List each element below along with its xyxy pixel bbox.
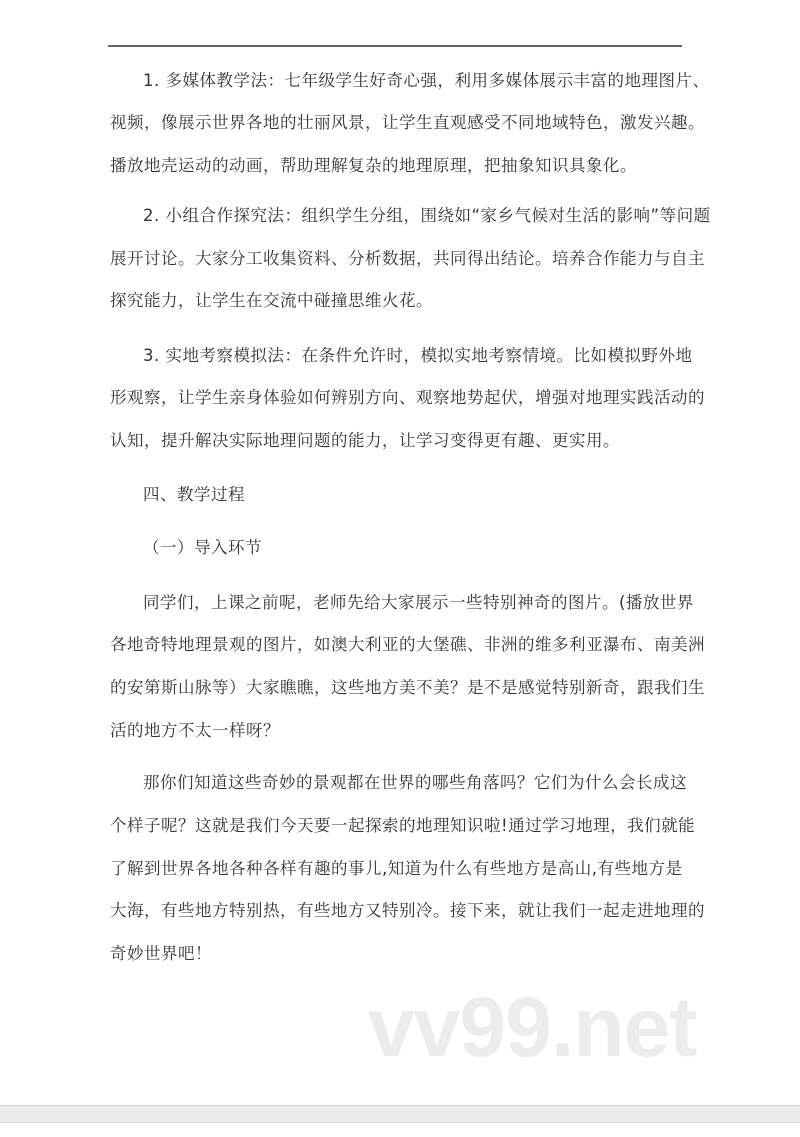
text-line: 形观察，让学生亲身体验如何辨别方向、观察地势起伏，增强对地理实践活动的 bbox=[110, 388, 705, 407]
text-line: 奇妙世界吧！ bbox=[110, 944, 212, 963]
text-line: 认知，提升解决实际地理问题的能力，让学习变得更有趣、更实用。 bbox=[110, 431, 620, 450]
text-line: 3. 实地考察模拟法：在条件允许时，模拟实地考察情境。比如模拟野外地 bbox=[143, 346, 693, 365]
text-line: 2. 小组合作探究法：组织学生分组，围绕如“家乡气候对生活的影响”等问题 bbox=[143, 206, 711, 225]
text-line: 了解到世界各地各种各样有趣的事儿,知道为什么有些地方是高山,有些地方是 bbox=[110, 859, 683, 878]
text-line: 视频，像展示世界各地的壮丽风景，让学生直观感受不同地域特色，激发兴趣。 bbox=[110, 113, 705, 132]
text-line: 活的地方不太一样呀？ bbox=[110, 721, 280, 740]
text-line: 大海，有些地方特别热，有些地方又特别冷。接下来，就让我们一起走进地理的 bbox=[110, 901, 705, 920]
section-heading: 四、教学过程 bbox=[143, 485, 245, 504]
text-line: 同学们，上课之前呢，老师先给大家展示一些特别神奇的图片。(播放世界 bbox=[143, 593, 694, 612]
text-line: 1. 多媒体教学法：七年级学生好奇心强，利用多媒体展示丰富的地理图片、 bbox=[143, 71, 710, 90]
text-line: 播放地壳运动的动画，帮助理解复杂的地理原理，把抽象知识具象化。 bbox=[110, 156, 637, 175]
text-line: 的安第斯山脉等）大家瞧瞧，这些地方美不美？是不是感觉特别新奇，跟我们生 bbox=[110, 678, 705, 697]
text-line: 各地奇特地理景观的图片，如澳大利亚的大堡礁、非洲的维多利亚瀑布、南美洲 bbox=[110, 635, 705, 654]
text-line: 展开讨论。大家分工收集资料、分析数据，共同得出结论。培养合作能力与自主 bbox=[110, 249, 705, 268]
text-line: 个样子呢？这就是我们今天要一起探索的地理知识啦!通过学习地理，我们就能 bbox=[110, 816, 696, 835]
header-rule bbox=[108, 45, 682, 47]
text-line: 探究能力，让学生在交流中碰撞思维火花。 bbox=[110, 291, 433, 310]
text-line: 那你们知道这些奇妙的景观都在世界的哪些角落吗？它们为什么会长成这 bbox=[143, 773, 687, 792]
subsection-heading: （一）导入环节 bbox=[143, 538, 262, 557]
page-bottom-bar bbox=[0, 1105, 800, 1123]
watermark: vv99.net bbox=[368, 980, 697, 1074]
